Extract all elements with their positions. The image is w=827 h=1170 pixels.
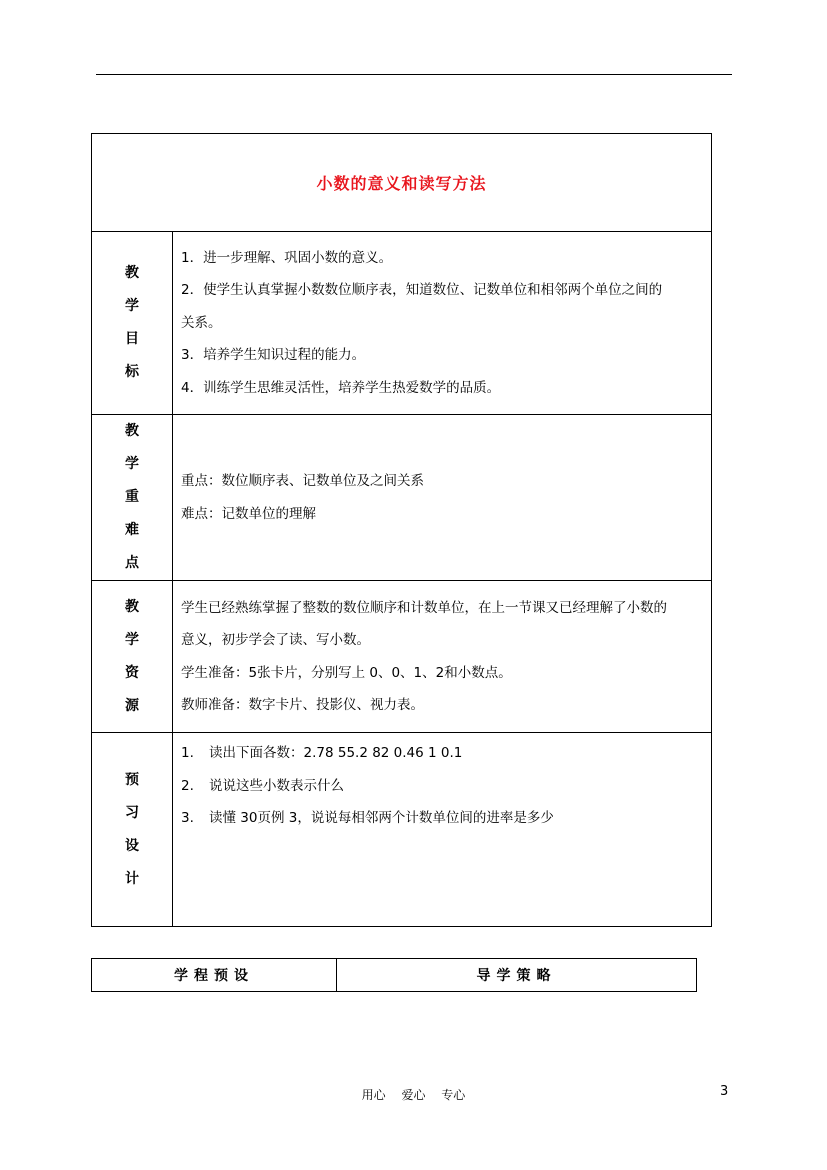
section-label <box>92 733 173 927</box>
list-text: 读出下面各数：2.78 55.2 82 0.46 1 0.1 <box>209 745 463 761</box>
label-char: 计 <box>125 870 139 887</box>
section-content <box>173 733 712 927</box>
list-text: 说说这些小数表示什么 <box>209 777 344 794</box>
list-item <box>181 737 705 770</box>
content-line: 重点：数位顺序表、记数单位及之间关系 <box>181 473 424 489</box>
section-key-points <box>92 415 712 581</box>
list-number: 2. <box>181 777 194 794</box>
list-text: 读懂 30页例 3，说说每相邻两个计数单位间的进率是多少 <box>209 810 554 826</box>
content-line: 1．进一步理解、巩固小数的意义。 <box>181 249 393 266</box>
list-number: 3. <box>181 810 194 826</box>
label-char: 目 <box>125 331 139 347</box>
section-content <box>173 581 712 733</box>
lesson-plan-table <box>91 133 712 927</box>
list-item <box>181 770 705 803</box>
label-char: 预 <box>125 771 139 788</box>
content-line: 3．培养学生知识过程的能力。 <box>181 347 366 364</box>
section-preview-design <box>92 733 712 927</box>
label-char: 难 <box>125 522 139 538</box>
section-label <box>92 415 173 581</box>
content-line: 2．使学生认真掌握小数数位顺序表，知道数位、记数单位和相邻两个单位之间的 <box>181 282 663 299</box>
content-line: 学生准备：5张卡片，分别写上 0、0、1、2和小数点。 <box>181 664 512 681</box>
content-line: 教师准备：数字卡片、投影仪、视力表。 <box>181 697 424 713</box>
section-teaching-goals <box>92 232 712 415</box>
section-content <box>173 232 712 415</box>
label-char: 习 <box>125 804 139 821</box>
label-char: 源 <box>125 697 139 714</box>
content-line: 意义，初步学会了读、写小数。 <box>181 632 370 648</box>
list-item <box>181 802 705 835</box>
section-teaching-resources <box>92 581 712 733</box>
label-char: 教 <box>125 598 139 615</box>
label-char: 点 <box>125 555 139 571</box>
label-char: 学 <box>125 456 139 472</box>
content-line: 难点：记数单位的理解 <box>181 505 316 522</box>
section-label <box>92 581 173 733</box>
page-title: 小数的意义和读写方法 <box>316 174 487 193</box>
content-line: 学生已经熟练掌握了整数的数位顺序和计数单位，在上一节课又已经理解了小数的 <box>181 599 667 616</box>
page-number: 3 <box>720 1084 729 1099</box>
col-learning-process: 学程预设 <box>92 959 337 992</box>
label-char: 学 <box>125 631 139 648</box>
process-strategy-table <box>91 958 697 992</box>
header-rule <box>96 74 732 75</box>
title-cell <box>92 134 712 232</box>
label-char: 设 <box>125 837 139 854</box>
label-char: 教 <box>125 423 139 439</box>
label-char: 教 <box>125 265 139 281</box>
footer-text: 用心 爱心 专心 <box>361 1088 466 1102</box>
content-line: 4．训练学生思维灵活性，培养学生热爱数学的品质。 <box>181 379 501 396</box>
list-number: 1. <box>181 745 194 761</box>
label-char: 资 <box>125 664 139 681</box>
section-content <box>173 415 712 581</box>
content-line: 关系。 <box>181 314 222 331</box>
label-char: 学 <box>125 298 139 314</box>
label-char: 标 <box>125 364 139 380</box>
col-guidance-strategy: 导学策略 <box>337 959 697 992</box>
label-char: 重 <box>125 489 139 505</box>
section-label <box>92 232 173 415</box>
